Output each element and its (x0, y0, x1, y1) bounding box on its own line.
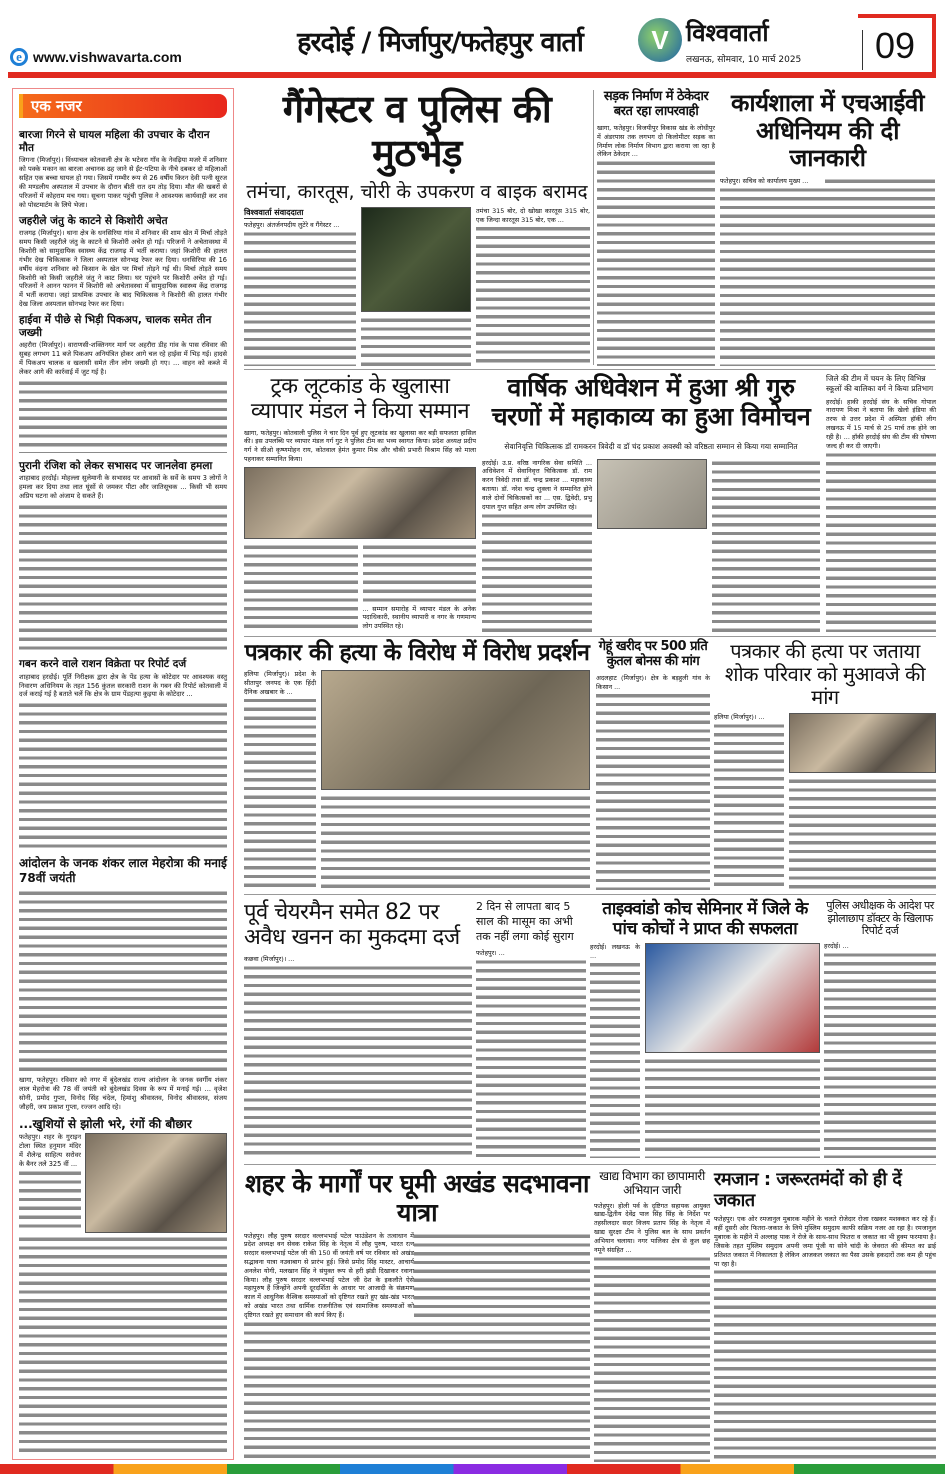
headline: 2 दिन से लापता बाद 5 साल की मासूम का अभी तक नहीं लगा कोई सुराग (476, 900, 574, 943)
story-body: फतेहपुर। लौह पुरुष सरदार वल्लभभाई पटेल फाउंडेशन के तत्वाधान में प्रदेश अध्यक्ष वन सेवक राकेश सिंह के नेतृत्व में लौह पुरुष, भारत रत्न सरदार वल्लभभाई पटेल जी की 150 वीं जयंती वर्ष पर रविवार को अखंड सद्भावना यात्रा नउवाबाग से प्रारंभ हुई। जिसे प्रमोद सिंह मास्टर, आचार्य अनलेश योगी, मलखान सिंह ने संयुक्त रूप से हरी झंडी दिखाकर रवाना किया। लौह पुरुष सरदार वल्लभभाई पटेल जी देश के इकलौते ऐसे महापुरुष हैं जिन्होंने अपनी दूरदर्शिता के आधार पर आजादी के संक्रमण काल में आधुनिक वैश्विक समस्याओं को दृष्टिगत रखते हुए खंड-खंड भारत को अखंड भारत तथा धार्मिक राजनीतिक एवं सामाजिक समस्याओं को दृष्टिगत रखते हुए समाधान की कार्य किए हैं। (244, 1231, 414, 1319)
text-block (361, 316, 471, 366)
taekwondo-photo (645, 943, 820, 1053)
brief-body: जिगना (मिर्जापुर)। विंध्याचल कोतवाली क्षेत्र के भटेवरा गाँव के नेवढ़िया मजरे में शनिवार को पक्के मकान का बारजा अचानक ढह जाने से ईंट-पटिया के नीचे दबकर दो महिलाओं सहित एक बच्चा घायल हो गया। जिसमें गम्भीर रूप से 26 वर्षीय किरन देवी पत्नी सूरज की मण्डलीय अस्पताल में उपचार के दौरान बीती रात दम तोड़ दिया। मौत की खबरों से परिजनों में कोहराम मच गया। सूचना पाकर पहुंची पुलिस ने आवश्यक कार्यवाही कर शव को पोस्टमार्टम के लिये भेजा। (19, 156, 227, 209)
text-block (19, 1169, 81, 1233)
column-divider (593, 90, 594, 365)
headline: कार्यशाला में एचआईवी अधिनियम की दी जानकारी (730, 89, 925, 173)
temple-event-photo (85, 1133, 227, 1233)
brief-headline: गबन करने वाले राशन विक्रेता पर रिपोर्ट दर्ज (19, 658, 187, 671)
website-link[interactable]: e www.vishwavarta.com (10, 48, 182, 66)
headline: खाद्य विभाग का छापामारी अभियान जारी (599, 1169, 705, 1197)
row-divider (244, 636, 936, 637)
story-body: हरदोई। लखनऊ के ... (590, 943, 640, 960)
brand-name: विश्ववार्ता (686, 19, 769, 47)
story-adhiveshan (482, 374, 820, 632)
headline: शहर के मार्गों पर घूमी अखंड सदभावना यात्रा (245, 1169, 589, 1227)
text-block (321, 794, 590, 890)
story-body: कछवा (मिर्जापुर)। ... (244, 955, 472, 964)
brief-headline: हाईवा में पीछे से भिड़ी पिकअप, चालक समेत तीन जख्मी (19, 314, 212, 339)
brief-headline: बारजा गिरने से घायल महिला की उपचार के दौरान मौत (19, 129, 210, 154)
story-khanan (244, 900, 472, 1158)
text-block (19, 889, 227, 1074)
headline: सड़क निर्माण में ठेकेदार बरत रहा लापरवाही (603, 89, 709, 119)
headline: गैंगेस्टर व पुलिस की मुठभेड़ (282, 87, 552, 175)
headline: ताइक्वांडो कोच सेमिनार में जिले के पांच कोचों ने प्राप्त की सफलता (602, 899, 808, 939)
story-lapata (476, 900, 586, 1158)
text-block (19, 1235, 227, 1457)
story-ramzan (714, 1170, 936, 1462)
text-block (712, 459, 820, 633)
book-release-photo (597, 459, 707, 529)
brief-body: खागा, फतेहपुर। रविवार को नगर में बुंदेलखंड राज्य आंदोलन के जनक स्वर्गीय शंकर लाल मेहरोत्रा की 78 वीं जयंती को बुंदेलखंड दिवस के रूप में मनाई गई। ... वृजेश सोनी, प्रमोद गुप्ता, विनोद सिंह चंदेल, हिमांशु श्रीवास्तव, विनोद श्रीवास्तव, संजय जौहरी, जय प्रकाश गुप्ता, रज्जन आदि रहे। (19, 1076, 227, 1111)
headline: गेहूं खरीद पर 500 प्रति कुंतल बोनस की मांग (598, 639, 708, 669)
browser-e-icon: e (10, 48, 28, 66)
headline: पुलिस अधीक्षक के आदेश पर झोलाछाप डॉक्टर के खिलाफ रिपोर्ट दर्ज (826, 899, 934, 938)
story-sadak (597, 90, 715, 366)
text-block (789, 777, 936, 890)
headline: पूर्व चेयरमैन समेत 82 पर अवैध खनन का मुकदमा दर्ज (244, 900, 460, 951)
page-title: हरदोई / मिर्जापुर/फतेहपुर वार्ता (297, 27, 583, 58)
encounter-photo (361, 207, 471, 312)
headline: पत्रकार की हत्या पर जताया शोक परिवार को मुआवजे की मांग (724, 639, 926, 709)
brief-body: शाहाबाद हरदोई। मोहल्ला सुलेमानी के सभासद पर आवासों के सर्वे के समय 3 लोगों ने हमला कर दिया तथा लात घूंसों से जमकर पीटा और जातिसूचक ... किसी भी समय अप्रिय घटना को अंजाम दे सकते हैं। (19, 474, 227, 501)
headline: रमजान : जरूरतमंदों को ही दें जकात (714, 1169, 902, 1211)
story-body: हलिया (मिर्जापुर)। ... (714, 713, 784, 722)
story-gehun (596, 640, 710, 890)
headline: पत्रकार की हत्या के विरोध में विरोध प्रदर्शन (244, 640, 590, 666)
footer-color-bar (0, 1464, 945, 1474)
brief-headline: आंदोलन के जनक शंकर लाल मेहरोत्रा की मनाई 78वीं जयंती (19, 856, 227, 885)
story-gangster (244, 88, 590, 366)
story-khadya (594, 1170, 710, 1462)
protest-photo (321, 670, 590, 790)
brief-headline: ...खुशियों से झोली भरे, रंगों की बौछार (19, 1116, 192, 1131)
story-body: ... सम्मान समारोह में व्यापार मंडल के अनेक पदाधिकारी, स्थानीय व्यापारी व नगर के गणमान्य लोग उपस्थित रहे। (362, 604, 476, 631)
brief-body: फतेहपुर। शहर के गुराइन टोला स्थित हनुमान मंदिर में शैलेन्द्र साहित्य सरोवर के बैनर तले 325 वीं ... (19, 1133, 81, 1168)
story-jholachhap (824, 900, 936, 1158)
subheadline: सेवानिवृत्ति चिकित्सक डॉ रामकरन त्रिवेदी व डॉ चंद प्रकाश अवस्थी को वरिष्ठता सम्मान से किया गया सम्मानित (504, 441, 798, 451)
brief-body: राजगढ़ (मिर्जापुर)। थाना क्षेत्र के धनसिरिया गांव में शनिवार की शाम खेत में मिर्चा तोड़ते समय किसी जहरीले जंतु के काटने से किशोरी अचेत हो गई। परिजनों ने अचेतावस्था में किशोरी को सामुदायिक स्वास्थ्य केंद्र राजगढ़ में भर्ती कराया। जहां किशोरी की हालत गंभीर देख चिकित्सक ने जिला अस्पताल सोनभद्र रेफर कर दिया। धनसिरिया की 16 वर्षीय वंदना शनिवार को किसान के खेत पर मिर्चा तोड़ने गई थी। मिर्चा तोड़ते समय किशोरी को किसी जहरीले जंतु ने काट लिया। घर पहुंचने पर किशोरी अचेत हो गई। परिजनों ने आनन फानन में किशोरी को अचेतावस्था में सामुदायिक स्वास्थ्य केंद्र राजगढ़ में भर्ती कराया। जहां प्राथमिक उपचार के बाद चिकित्सक ने किशोरी की हालत गंभीर देख जिला अस्पताल सोनभद्र रेफर कर दिया। (19, 229, 227, 309)
ek-najar-column (12, 88, 234, 1460)
brief-body: अहरौरा (मिर्जापुर)। वाराणसी-शक्तिनगर मार्ग पर अहरौरा डीह गांव के पास रविवार की सुबह लगभग 11 बजे पिकअप अनियंत्रित होकर आगे चल रहे हाईवा में भिड़ गई। हादसे में पिकअप चालक व खलासी समेत तीन लोग जख्मी हो गए। ... वाहन को कब्जे में लेकर आगे की कार्रवाई में जुट गई है। (19, 341, 227, 376)
row-divider (244, 369, 936, 370)
story-hiv (720, 90, 935, 366)
headline: वार्षिक अधिवेशन में हुआ श्री गुरु चरणों में महाकाव्य का हुआ विमोचन (491, 373, 811, 431)
text-block (19, 379, 227, 453)
text-block (244, 543, 358, 632)
story-body: फतेहपुर। एक ओर रमजानुल मुबारक महीने के चलते रोजेदार रोजा रखकर मशक्कत कर रहे हैं। वहीं दूसरी ओर फितरा-जकात के लिये मुस्लिम समुदाय काफी सक्रिय नजर आ रहा है। रमजानुल मुबारक के महीने में अल्लाह पाक ने रोजे के साथ-साथ फितरा व जकात का भी हुक्म फरमाया है। जिसके तहत मुस्लिम समुदाय अपनी जमा पूंजी या सोने चांदी के जेवरात की कीमत का ढाई प्रतिशत जकात में निकालता है लेकिन आजकल जकात का पैसा उसके हकदारों तक कम ही पहुंच पा रहा है। (714, 1215, 936, 1268)
story-patrakar (244, 640, 590, 890)
story-hockey (826, 374, 936, 632)
story-body: खागा, फतेहपुर। कोतवाली पुलिस ने चार दिन पूर्व हुए लूटकांड का खुलासा कर बड़ी सफलता हासिल की। इस उपलब्धि पर व्यापार मंडल गर्ग गुट ने पुलिस टीम का भव्य स्वागत किया। प्रदेश अध्यक्ष प्रदीप गर्ग ने सीओ कृष्णमोहन राय, कोतवाल हेमंत कुमार मिश्र और चौकी प्रभारी विश्राम सिंह को माला पहनाकर सम्मानित किया। (244, 428, 476, 464)
text-block (19, 701, 227, 849)
byline: विश्ववार्ता संवाददाता (244, 208, 304, 218)
brief-headline: जहरीले जंतु के काटने से किशोरी अचेत (19, 214, 168, 227)
story-body: हरदोई। हाकी हरदोई संघ के सचिव गोपाल नारायण मिश्रा ने बताया कि खेलो इंडिया की तरफ से उत्तर प्रदेश में अस्मिता हॉकी लीग लखनऊ में 15 मार्च से 25 मार्च तक होने जा रही है। ... हॉकी हरदोई संघ की टीम की घोषणा जल्द ही कर दी जाएगी। (826, 397, 936, 450)
headline: ट्रक लूटकांड के खुलासा व्यापार मंडल ने किया सम्मान (250, 374, 470, 425)
headline: जिले की टीम में चयन के लिए विभिन्न स्कूलों की बालिका वर्ग ने किया प्रतिभाग (826, 374, 934, 393)
story-shok (714, 640, 936, 890)
ek-najar-label: एक नजर (19, 94, 227, 118)
dateline: लखनऊ, सोमवार, 10 मार्च 2025 (686, 55, 802, 65)
brief-body: शाहाबाद हरदोई। पूर्ति निरीक्षक द्वारा क्षेत्र के पेंड हत्या के कोटेदार पर आवश्यक वस्तु निवारण अधिनियम के तहत 156 कुंतल सरकारी राशन के गबन की रिपोर्ट कोतवाली में दर्ज कराई गई है बताते चलें कि क्षेत्र के ग्राम पेंडहत्या कुइया के कोटेदार ... (19, 672, 227, 699)
story-body: फतेहपुर। ... (476, 949, 586, 958)
story-body: फतेहपुर। अंतर्जनपदीय लुटेरे व गैंगेस्टर ... (244, 221, 356, 230)
story-body: तमंचा 315 बोर, दो खोखा कारतूस 315 बोर, एक जिन्दा कारतूस 315 बोर, एक ... (476, 207, 590, 225)
story-taekwondo (590, 900, 820, 1158)
text-block (19, 503, 227, 651)
header-rule (8, 72, 936, 78)
brief-headline: पुरानी रंजिश को लेकर सभासद पर जानलेवा हमला (19, 459, 213, 472)
story-yatra (244, 1170, 590, 1462)
meeting-photo (789, 713, 936, 773)
vishwavarta-logo-icon: V (638, 18, 682, 62)
story-body: अदलहाट (मिर्जापुर)। क्षेत्र के बड़हुली गांव के किसान ... (596, 673, 710, 691)
story-truck (244, 374, 476, 632)
story-body: फतेहपुर। सचिव को कार्यालय मुख्य ... (720, 177, 825, 186)
story-body: हरदोई। उ.प्र. वरिष्ठ नागरिक सेवा समिति ... अधिवेशन में सेवानिवृत्त चिकित्सक डॉ. राम करन त्रिवेदी तथा डॉ. चन्द्र प्रकाश ... महाकाव्य बताया। डॉ. नरेश चन्द्र शुक्ला ने सम्मानित होने वाले दोनों चिकित्सकों का ... एस. द्विवेदी, प्रभु दयाल गुप्त सहित अन्य लोग उपस्थित रहे। (482, 458, 592, 511)
page-number: 09 (858, 14, 936, 74)
story-body: हरदोई। ... (824, 942, 936, 951)
row-divider (244, 894, 936, 895)
text-block (645, 1057, 820, 1158)
felicitation-photo (244, 467, 476, 539)
subheadline: तमंचा, कारतूस, चोरी के उपकरण व बाइक बरामद (246, 181, 588, 204)
story-body: फतेहपुर। होली पर्व के दृष्टिगत सहायक आयुक्त खाद्य-द्वितीय देवेंद्र पाल सिंह सिंह के निर्देश पर तहसीलदार सदर विजय प्रताप सिंह के नेतृत्व में खाद्य सुरक्षा टीम ने पुलिस बल के साथ प्रवर्तन अभियान चलाया। नगर पालिका क्षेत्र से कुल छह नमूने संग्रहित ... (594, 1201, 710, 1254)
row-divider (244, 1164, 936, 1165)
story-body: हलिया (मिर्जापुर)। प्रदेश के सीतापुर जनपद के एक हिंदी दैनिक अखबार के ... (244, 670, 316, 697)
story-body: खागा, फतेहपुर। विजयीपुर विकास खंड के लोधीपुर में अंडरपास तक लगभग दो किलोमीटर सड़क का निर्माण लोक निर्माण विभाग द्वारा कराया जा रहा है लेकिन ठेकेदार ... (597, 123, 715, 159)
